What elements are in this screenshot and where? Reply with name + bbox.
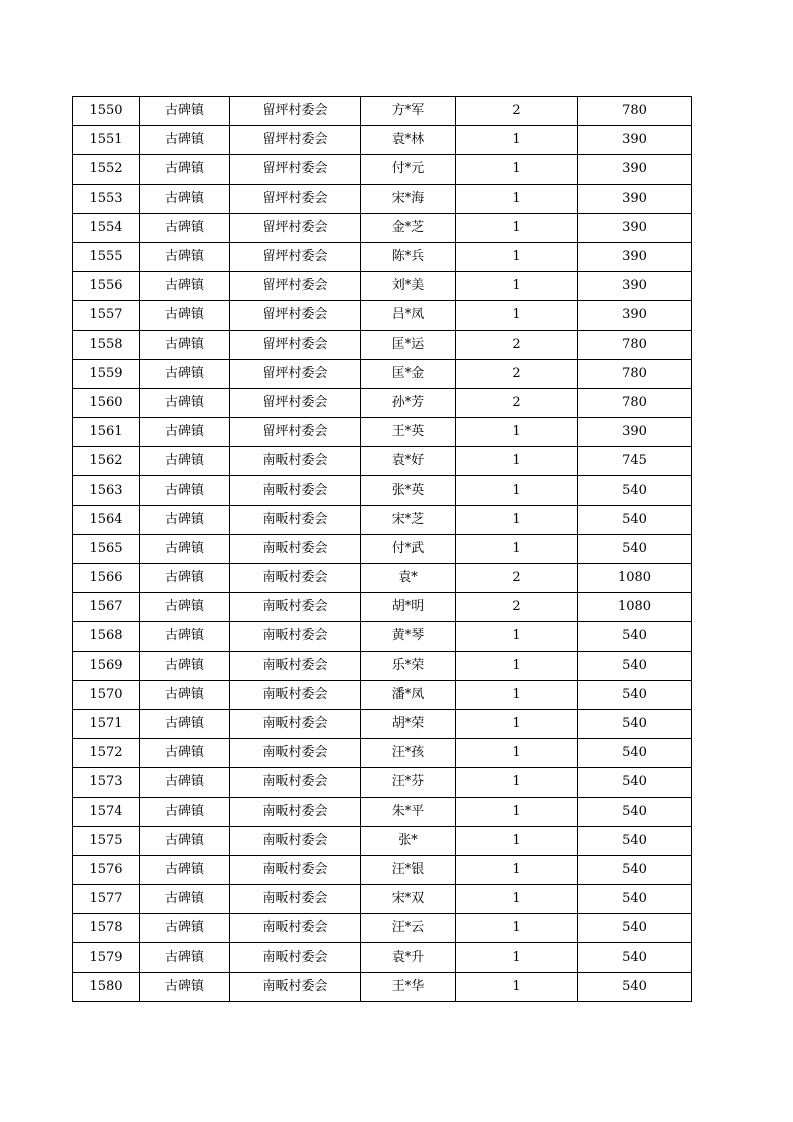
serial-number-cell: 1572 <box>73 739 140 768</box>
table-row <box>73 680 692 709</box>
amount-cell: 390 <box>578 213 692 242</box>
name-cell: 乐*荣 <box>361 651 456 680</box>
town-cell: 古碑镇 <box>140 972 230 1001</box>
household-count-cell: 1 <box>456 155 578 184</box>
village-committee-cell: 留坪村委会 <box>230 97 361 126</box>
village-committee-cell: 留坪村委会 <box>230 213 361 242</box>
household-count-cell: 1 <box>456 680 578 709</box>
amount-cell: 540 <box>578 826 692 855</box>
name-cell: 胡*荣 <box>361 709 456 738</box>
town-cell: 古碑镇 <box>140 359 230 388</box>
village-committee-cell: 留坪村委会 <box>230 301 361 330</box>
amount-cell: 540 <box>578 505 692 534</box>
amount-cell: 390 <box>578 184 692 213</box>
table-row <box>73 213 692 242</box>
town-cell: 古碑镇 <box>140 885 230 914</box>
household-count-cell: 1 <box>456 184 578 213</box>
town-cell: 古碑镇 <box>140 593 230 622</box>
household-count-cell: 1 <box>456 301 578 330</box>
table-row <box>73 184 692 213</box>
amount-cell: 745 <box>578 447 692 476</box>
serial-number-cell: 1578 <box>73 914 140 943</box>
town-cell: 古碑镇 <box>140 505 230 534</box>
amount-cell: 780 <box>578 388 692 417</box>
table-row <box>73 855 692 884</box>
household-count-cell: 1 <box>456 418 578 447</box>
village-committee-cell: 南畈村委会 <box>230 826 361 855</box>
village-committee-cell: 南畈村委会 <box>230 447 361 476</box>
name-cell: 匡*金 <box>361 359 456 388</box>
name-cell: 宋*芝 <box>361 505 456 534</box>
serial-number-cell: 1580 <box>73 972 140 1001</box>
town-cell: 古碑镇 <box>140 855 230 884</box>
village-committee-cell: 留坪村委会 <box>230 388 361 417</box>
name-cell: 汪*芬 <box>361 768 456 797</box>
table-row <box>73 476 692 505</box>
name-cell: 孙*芳 <box>361 388 456 417</box>
name-cell: 胡*明 <box>361 593 456 622</box>
amount-cell: 540 <box>578 943 692 972</box>
name-cell: 张* <box>361 826 456 855</box>
amount-cell: 540 <box>578 709 692 738</box>
town-cell: 古碑镇 <box>140 564 230 593</box>
name-cell: 汪*云 <box>361 914 456 943</box>
household-count-cell: 1 <box>456 739 578 768</box>
town-cell: 古碑镇 <box>140 213 230 242</box>
town-cell: 古碑镇 <box>140 943 230 972</box>
name-cell: 金*芝 <box>361 213 456 242</box>
amount-cell: 390 <box>578 272 692 301</box>
serial-number-cell: 1564 <box>73 505 140 534</box>
household-count-cell: 2 <box>456 564 578 593</box>
serial-number-cell: 1566 <box>73 564 140 593</box>
household-count-cell: 1 <box>456 914 578 943</box>
town-cell: 古碑镇 <box>140 768 230 797</box>
amount-cell: 540 <box>578 768 692 797</box>
household-count-cell: 2 <box>456 97 578 126</box>
household-count-cell: 1 <box>456 943 578 972</box>
serial-number-cell: 1562 <box>73 447 140 476</box>
amount-cell: 390 <box>578 418 692 447</box>
town-cell: 古碑镇 <box>140 622 230 651</box>
table-row <box>73 739 692 768</box>
table-row <box>73 272 692 301</box>
household-count-cell: 1 <box>456 126 578 155</box>
name-cell: 刘*美 <box>361 272 456 301</box>
village-committee-cell: 南畈村委会 <box>230 593 361 622</box>
town-cell: 古碑镇 <box>140 330 230 359</box>
serial-number-cell: 1570 <box>73 680 140 709</box>
town-cell: 古碑镇 <box>140 126 230 155</box>
amount-cell: 540 <box>578 622 692 651</box>
household-count-cell: 2 <box>456 330 578 359</box>
town-cell: 古碑镇 <box>140 447 230 476</box>
household-count-cell: 2 <box>456 593 578 622</box>
village-committee-cell: 南畈村委会 <box>230 855 361 884</box>
village-committee-cell: 南畈村委会 <box>230 534 361 563</box>
table-row <box>73 768 692 797</box>
name-cell: 汪*孩 <box>361 739 456 768</box>
amount-cell: 780 <box>578 97 692 126</box>
serial-number-cell: 1576 <box>73 855 140 884</box>
village-committee-cell: 留坪村委会 <box>230 272 361 301</box>
amount-cell: 540 <box>578 914 692 943</box>
household-count-cell: 1 <box>456 797 578 826</box>
serial-number-cell: 1577 <box>73 885 140 914</box>
village-committee-cell: 留坪村委会 <box>230 418 361 447</box>
name-cell: 袁*林 <box>361 126 456 155</box>
serial-number-cell: 1573 <box>73 768 140 797</box>
amount-cell: 780 <box>578 330 692 359</box>
table-row <box>73 622 692 651</box>
serial-number-cell: 1571 <box>73 709 140 738</box>
serial-number-cell: 1553 <box>73 184 140 213</box>
table-row <box>73 709 692 738</box>
table-row <box>73 418 692 447</box>
village-committee-cell: 南畈村委会 <box>230 797 361 826</box>
village-committee-cell: 南畈村委会 <box>230 476 361 505</box>
household-count-cell: 1 <box>456 826 578 855</box>
household-count-cell: 2 <box>456 388 578 417</box>
town-cell: 古碑镇 <box>140 184 230 213</box>
household-count-cell: 1 <box>456 709 578 738</box>
village-committee-cell: 留坪村委会 <box>230 359 361 388</box>
household-count-cell: 1 <box>456 622 578 651</box>
village-committee-cell: 南畈村委会 <box>230 768 361 797</box>
household-count-cell: 1 <box>456 505 578 534</box>
table-row <box>73 564 692 593</box>
table-row <box>73 301 692 330</box>
serial-number-cell: 1575 <box>73 826 140 855</box>
name-cell: 王*华 <box>361 972 456 1001</box>
name-cell: 付*武 <box>361 534 456 563</box>
town-cell: 古碑镇 <box>140 272 230 301</box>
amount-cell: 540 <box>578 797 692 826</box>
amount-cell: 390 <box>578 155 692 184</box>
serial-number-cell: 1550 <box>73 97 140 126</box>
serial-number-cell: 1555 <box>73 242 140 271</box>
town-cell: 古碑镇 <box>140 476 230 505</box>
table-row <box>73 914 692 943</box>
name-cell: 匡*运 <box>361 330 456 359</box>
serial-number-cell: 1551 <box>73 126 140 155</box>
household-count-cell: 1 <box>456 447 578 476</box>
town-cell: 古碑镇 <box>140 388 230 417</box>
town-cell: 古碑镇 <box>140 826 230 855</box>
table-row <box>73 797 692 826</box>
town-cell: 古碑镇 <box>140 914 230 943</box>
serial-number-cell: 1569 <box>73 651 140 680</box>
household-count-cell: 1 <box>456 476 578 505</box>
serial-number-cell: 1552 <box>73 155 140 184</box>
serial-number-cell: 1567 <box>73 593 140 622</box>
serial-number-cell: 1563 <box>73 476 140 505</box>
town-cell: 古碑镇 <box>140 797 230 826</box>
village-committee-cell: 南畈村委会 <box>230 709 361 738</box>
amount-cell: 390 <box>578 126 692 155</box>
name-cell: 袁* <box>361 564 456 593</box>
serial-number-cell: 1568 <box>73 622 140 651</box>
amount-cell: 540 <box>578 972 692 1001</box>
amount-cell: 540 <box>578 739 692 768</box>
table-row <box>73 593 692 622</box>
serial-number-cell: 1554 <box>73 213 140 242</box>
serial-number-cell: 1558 <box>73 330 140 359</box>
table-body <box>73 97 692 1002</box>
name-cell: 汪*银 <box>361 855 456 884</box>
household-count-cell: 2 <box>456 359 578 388</box>
name-cell: 王*英 <box>361 418 456 447</box>
town-cell: 古碑镇 <box>140 301 230 330</box>
village-committee-cell: 南畈村委会 <box>230 505 361 534</box>
village-committee-cell: 留坪村委会 <box>230 126 361 155</box>
table-row <box>73 505 692 534</box>
town-cell: 古碑镇 <box>140 155 230 184</box>
amount-cell: 1080 <box>578 564 692 593</box>
village-committee-cell: 南畈村委会 <box>230 885 361 914</box>
village-committee-cell: 留坪村委会 <box>230 155 361 184</box>
amount-cell: 540 <box>578 534 692 563</box>
table-row <box>73 885 692 914</box>
table-row <box>73 651 692 680</box>
town-cell: 古碑镇 <box>140 709 230 738</box>
name-cell: 袁*升 <box>361 943 456 972</box>
village-committee-cell: 南畈村委会 <box>230 564 361 593</box>
table-row <box>73 534 692 563</box>
name-cell: 陈*兵 <box>361 242 456 271</box>
table-row <box>73 943 692 972</box>
village-committee-cell: 南畈村委会 <box>230 680 361 709</box>
town-cell: 古碑镇 <box>140 651 230 680</box>
village-committee-cell: 南畈村委会 <box>230 972 361 1001</box>
serial-number-cell: 1559 <box>73 359 140 388</box>
household-count-cell: 1 <box>456 242 578 271</box>
household-count-cell: 1 <box>456 534 578 563</box>
serial-number-cell: 1579 <box>73 943 140 972</box>
amount-cell: 780 <box>578 359 692 388</box>
serial-number-cell: 1560 <box>73 388 140 417</box>
amount-cell: 540 <box>578 476 692 505</box>
amount-cell: 540 <box>578 885 692 914</box>
amount-cell: 390 <box>578 242 692 271</box>
serial-number-cell: 1574 <box>73 797 140 826</box>
table-row <box>73 447 692 476</box>
table-row <box>73 359 692 388</box>
serial-number-cell: 1557 <box>73 301 140 330</box>
town-cell: 古碑镇 <box>140 418 230 447</box>
name-cell: 方*军 <box>361 97 456 126</box>
name-cell: 潘*凤 <box>361 680 456 709</box>
village-committee-cell: 留坪村委会 <box>230 330 361 359</box>
amount-cell: 390 <box>578 301 692 330</box>
household-count-cell: 1 <box>456 885 578 914</box>
serial-number-cell: 1565 <box>73 534 140 563</box>
household-count-cell: 1 <box>456 855 578 884</box>
table-row <box>73 242 692 271</box>
amount-cell: 540 <box>578 680 692 709</box>
village-committee-cell: 南畈村委会 <box>230 622 361 651</box>
household-count-cell: 1 <box>456 213 578 242</box>
amount-cell: 1080 <box>578 593 692 622</box>
name-cell: 袁*好 <box>361 447 456 476</box>
town-cell: 古碑镇 <box>140 680 230 709</box>
name-cell: 宋*双 <box>361 885 456 914</box>
town-cell: 古碑镇 <box>140 97 230 126</box>
household-count-cell: 1 <box>456 651 578 680</box>
table-row <box>73 972 692 1001</box>
name-cell: 宋*海 <box>361 184 456 213</box>
household-count-cell: 1 <box>456 272 578 301</box>
village-committee-cell: 南畈村委会 <box>230 739 361 768</box>
name-cell: 吕*凤 <box>361 301 456 330</box>
table-row <box>73 826 692 855</box>
name-cell: 张*英 <box>361 476 456 505</box>
name-cell: 付*元 <box>361 155 456 184</box>
town-cell: 古碑镇 <box>140 534 230 563</box>
table-row <box>73 126 692 155</box>
table-row <box>73 97 692 126</box>
serial-number-cell: 1561 <box>73 418 140 447</box>
table-row <box>73 330 692 359</box>
village-committee-cell: 南畈村委会 <box>230 914 361 943</box>
household-count-cell: 1 <box>456 972 578 1001</box>
amount-cell: 540 <box>578 855 692 884</box>
town-cell: 古碑镇 <box>140 242 230 271</box>
village-committee-cell: 南畈村委会 <box>230 651 361 680</box>
serial-number-cell: 1556 <box>73 272 140 301</box>
name-cell: 朱*平 <box>361 797 456 826</box>
amount-cell: 540 <box>578 651 692 680</box>
table-row <box>73 388 692 417</box>
name-cell: 黄*琴 <box>361 622 456 651</box>
table-row <box>73 155 692 184</box>
village-committee-cell: 留坪村委会 <box>230 242 361 271</box>
town-cell: 古碑镇 <box>140 739 230 768</box>
data-table <box>72 96 692 1002</box>
village-committee-cell: 留坪村委会 <box>230 184 361 213</box>
household-count-cell: 1 <box>456 768 578 797</box>
village-committee-cell: 南畈村委会 <box>230 943 361 972</box>
